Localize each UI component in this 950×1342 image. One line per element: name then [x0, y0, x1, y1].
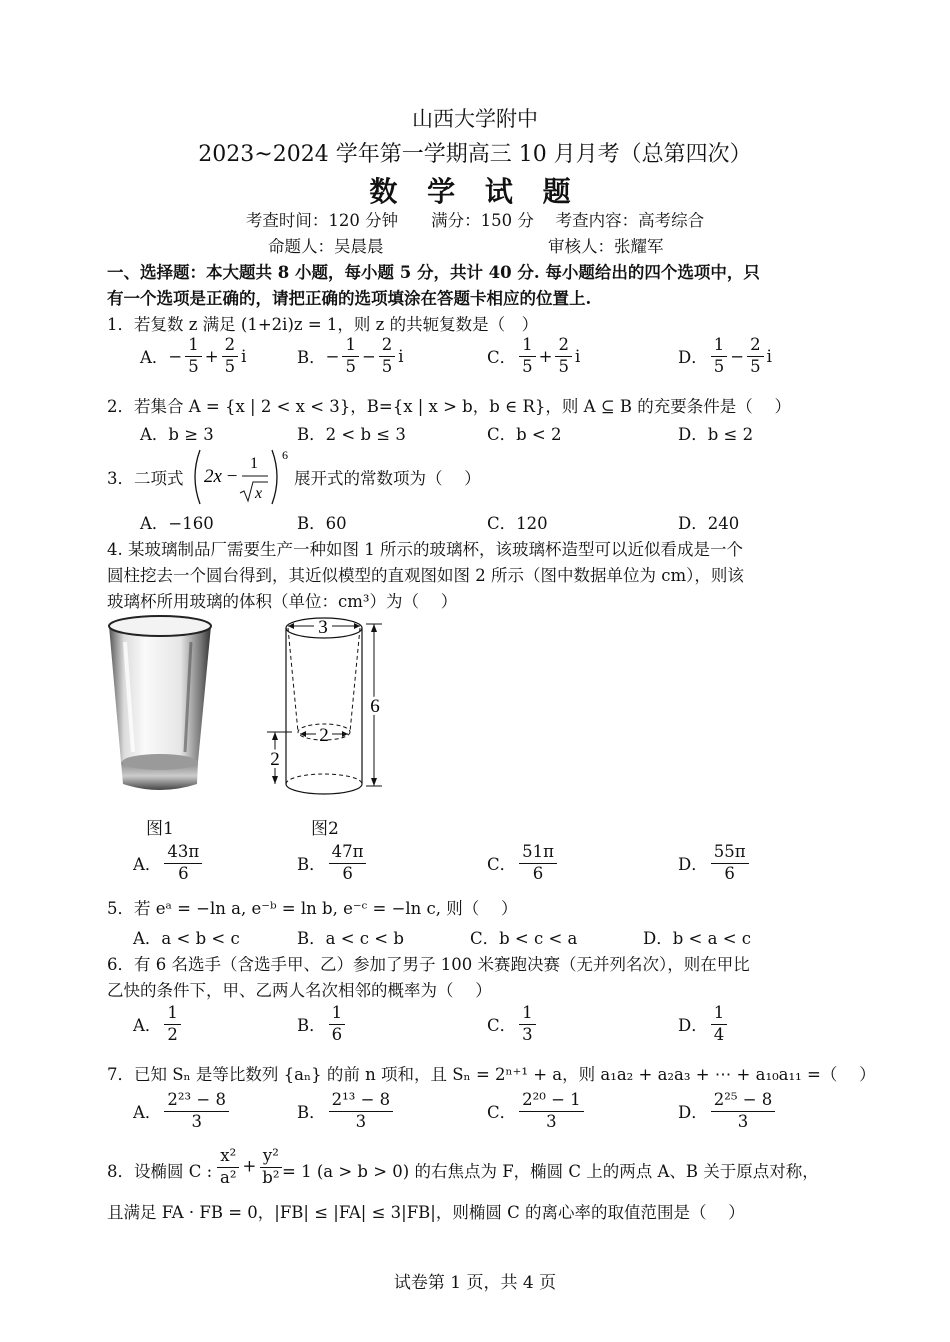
numerator: 1 [342, 335, 359, 357]
option-fraction [164, 1090, 229, 1132]
q5-option-d: D．b < a < c [643, 929, 751, 948]
q1-option-a [140, 335, 246, 377]
subject-title: 数 学 试 题 [369, 175, 581, 208]
fraction-2 [379, 335, 396, 377]
q7-option-d [678, 1090, 778, 1132]
numerator: 1 [711, 335, 728, 357]
imaginary-unit: i [766, 346, 772, 366]
denominator: 4 [713, 1024, 725, 1044]
fraction-2 [222, 335, 239, 377]
q6-option-b [297, 1003, 348, 1045]
fraction-1 [185, 335, 202, 377]
option-label: D． [678, 855, 708, 875]
q8-line1-end: = 1 (a > b > 0) 的右焦点为 F，椭圆 C 上的两点 A、B 关于原点对称， [282, 1162, 819, 1181]
imaginary-unit: i [398, 346, 404, 366]
q7-option-c [487, 1090, 587, 1132]
numerator: 1 [164, 1003, 181, 1025]
numerator: 43π [164, 842, 202, 864]
option-fraction [519, 842, 557, 884]
numerator: 2 [747, 335, 764, 357]
q6-line1: 6．有 6 名选手（含选手甲、乙）参加了男子 100 米赛跑决赛（无并列名次），则在甲比 [107, 955, 750, 974]
imaginary-unit: i [574, 346, 581, 366]
q6-option-d [678, 1003, 730, 1045]
numerator: 1 [711, 1003, 728, 1025]
fraction-1 [342, 335, 359, 377]
option-label: B． [297, 1103, 326, 1123]
glass-model-diagram [262, 614, 392, 804]
sign: − [168, 346, 183, 366]
option-label: B． [297, 1016, 326, 1036]
q8-line1-start: 8．设椭圆 C : [107, 1162, 213, 1181]
denominator: 6 [532, 863, 544, 883]
q1-stem: 1．若复数 z 满足 (1+2i)z = 1，则 z 的共轭复数是（ ） [107, 315, 539, 334]
q3-option-a: A．−160 [140, 514, 214, 533]
option-fraction [164, 842, 202, 884]
option-label: B． [297, 855, 326, 875]
q5-option-a: A．a < b < c [133, 929, 240, 948]
author: 命题人：吴晨晨 [268, 237, 384, 256]
denominator: 6 [178, 863, 189, 883]
numerator: 2 [222, 335, 239, 357]
fig1-caption: 图1 [146, 819, 174, 839]
option-label: C． [487, 348, 517, 368]
denominator: 5 [345, 356, 356, 376]
operator: + [204, 346, 219, 366]
q6-line2: 乙快的条件下，甲、乙两人名次相邻的概率为（ ） [107, 981, 492, 1000]
denominator: 5 [188, 356, 199, 376]
q1-option-b [297, 335, 404, 377]
option-fraction [711, 842, 749, 884]
dim-height: 6 [370, 696, 380, 717]
option-label: C． [487, 855, 517, 875]
option-label: B． [297, 348, 326, 368]
numerator: 1 [185, 335, 202, 357]
numerator: 2²⁰ − 1 [519, 1090, 584, 1112]
fraction-1 [711, 335, 728, 377]
reviewer: 审核人：张耀军 [548, 237, 664, 256]
denominator: 3 [546, 1111, 557, 1131]
fraction-2 [747, 335, 764, 377]
q1-option-d [678, 335, 772, 377]
numerator: 1 [329, 1003, 346, 1025]
q7-option-a [133, 1090, 232, 1132]
glass-photo-figure [103, 612, 218, 802]
option-label: A． [140, 348, 169, 368]
denominator: 3 [355, 1111, 367, 1131]
denominator: 3 [191, 1111, 202, 1131]
dim-base: 2 [270, 749, 280, 770]
denominator: 3 [522, 1024, 533, 1044]
q8-line2: 且满足 FA · FB = 0，|FB| ≤ |FA| ≤ 3|FB|，则椭圆 C 的离心率的取值范围是（ ） [107, 1203, 745, 1222]
numerator: 1 [519, 1003, 536, 1025]
q4-line1: 4. 某玻璃制品厂需要生产一种如图 1 所示的玻璃杯，该玻璃杯造型可以近似看成是一个 [107, 540, 743, 559]
denominator: 5 [522, 356, 533, 376]
page-footer: 试卷第 1 页，共 4 页 [393, 1273, 557, 1293]
exam-info: 考查时间：120 分钟 满分：150 分 考查内容：高考综合 [245, 211, 705, 230]
numerator: 47π [329, 842, 367, 864]
denominator: 6 [724, 863, 735, 883]
q3-binomial-expression [188, 446, 293, 508]
operator: − [730, 346, 745, 366]
q5-option-b: B．a < c < b [297, 929, 404, 948]
option-fraction [519, 1003, 536, 1045]
numerator: 1 [519, 335, 536, 357]
svg-text:2x −: 2x − [204, 466, 238, 487]
q7-option-b [297, 1090, 396, 1132]
q1-option-c [487, 335, 580, 377]
y2: y² [260, 1146, 282, 1168]
option-fraction [329, 1090, 394, 1132]
q5-stem: 5．若 eᵃ = −ln a, e⁻ᵇ = ln b, e⁻ᶜ = −ln c, 则（ ） [107, 899, 518, 918]
q2-option-a: A．b ≥ 3 [140, 425, 214, 444]
q4-option-b [297, 842, 369, 884]
q4-option-a [133, 842, 205, 884]
denominator: 5 [381, 356, 393, 376]
sign: − [325, 346, 340, 366]
option-label: C． [487, 1016, 517, 1036]
option-label: D． [678, 1103, 708, 1123]
denominator: 5 [713, 356, 725, 376]
option-label: D． [678, 348, 708, 368]
q6-option-c [487, 1003, 539, 1045]
svg-text:x: x [255, 485, 263, 502]
q3-option-c: C．120 [487, 514, 548, 533]
q2-stem: 2．若集合 A = {x | 2 < x < 3}，B={x | x > b，b ∈ R}，则 A ⊆ B 的充要条件是（ ） [107, 397, 792, 416]
option-fraction [711, 1003, 728, 1045]
denominator: 3 [737, 1111, 749, 1131]
denominator: 2 [167, 1024, 178, 1044]
option-label: D． [678, 1016, 708, 1036]
b2: b² [262, 1167, 280, 1187]
q4-line3: 玻璃杯所用玻璃的体积（单位：cm³）为（ ） [107, 592, 458, 611]
q3-option-b: B．60 [297, 514, 347, 533]
svg-text:1: 1 [250, 455, 258, 472]
numerator: 2¹³ − 8 [329, 1090, 394, 1112]
q6-option-a [133, 1003, 184, 1045]
q3-suffix: 展开式的常数项为（ ） [294, 469, 481, 488]
denominator: 6 [342, 863, 353, 883]
option-fraction [329, 1003, 346, 1045]
option-label: A． [133, 1103, 162, 1123]
section-heading: 一、选择题：本大题共 8 小题，每小题 5 分，共计 40 分. 每小题给出的四个选项中，只 [107, 263, 760, 282]
option-label: A． [133, 855, 162, 875]
exam-title: 2023~2024 学年第一学期高三 10 月月考（总第四次） [198, 142, 752, 167]
q3-prefix: 3．二项式 [107, 469, 184, 488]
operator: − [361, 346, 376, 366]
numerator: 2²⁵ − 8 [711, 1090, 776, 1112]
option-fraction [711, 1090, 776, 1132]
numerator: 55π [711, 842, 749, 864]
option-fraction [519, 1090, 584, 1132]
q2-option-d: D．b ≤ 2 [678, 425, 754, 444]
option-label: A． [133, 1016, 162, 1036]
q3-option-d: D．240 [678, 514, 740, 533]
x2: x² [217, 1146, 239, 1168]
denominator: 5 [558, 356, 569, 376]
q4-line2: 圆柱挖去一个圆台得到，其近似模型的直观图如图 2 所示（图中数据单位为 cm），则该 [107, 566, 744, 585]
q2-option-b: B．2 < b ≤ 3 [297, 425, 406, 444]
fraction-2 [555, 335, 572, 377]
option-label: C． [487, 1103, 517, 1123]
a2: a² [220, 1167, 237, 1187]
denominator: 6 [331, 1024, 343, 1044]
svg-text:6: 6 [282, 448, 288, 462]
q8-ellipse-equation: $\frac{\text{x²}}{\text{a²}}$ + $\frac{\text{y²}}{\text{b²}}$ [214, 1146, 285, 1188]
numerator: 2 [379, 335, 396, 357]
numerator: 51π [519, 842, 557, 864]
denominator: 5 [224, 356, 236, 376]
numerator: 2 [555, 335, 572, 357]
denominator: 5 [750, 356, 761, 376]
option-fraction [329, 842, 367, 884]
section-heading-cont: 有一个选项是正确的，请把正确的选项填涂在答题卡相应的位置上. [107, 289, 592, 308]
q4-option-d [678, 842, 752, 884]
operator: + [538, 346, 553, 366]
q4-option-c [487, 842, 560, 884]
q5-option-c: C．b < c < a [470, 929, 578, 948]
q2-option-c: C．b < 2 [487, 425, 562, 444]
fraction-1 [519, 335, 536, 377]
fig2-caption: 图2 [311, 819, 339, 839]
option-fraction [164, 1003, 181, 1045]
school-name: 山西大学附中 [412, 107, 538, 131]
numerator: 2²³ − 8 [164, 1090, 229, 1112]
q7-stem: 7．已知 Sₙ 是等比数列 {aₙ} 的前 n 项和，且 Sₙ = 2ⁿ⁺¹ + a，则 a₁a₂ + a₂a₃ + ⋯ + a₁₀a₁₁ =（ ） [107, 1065, 876, 1084]
imaginary-unit: i [241, 346, 247, 366]
dim-inner: 2 [319, 725, 329, 746]
dim-top: 3 [318, 617, 328, 638]
